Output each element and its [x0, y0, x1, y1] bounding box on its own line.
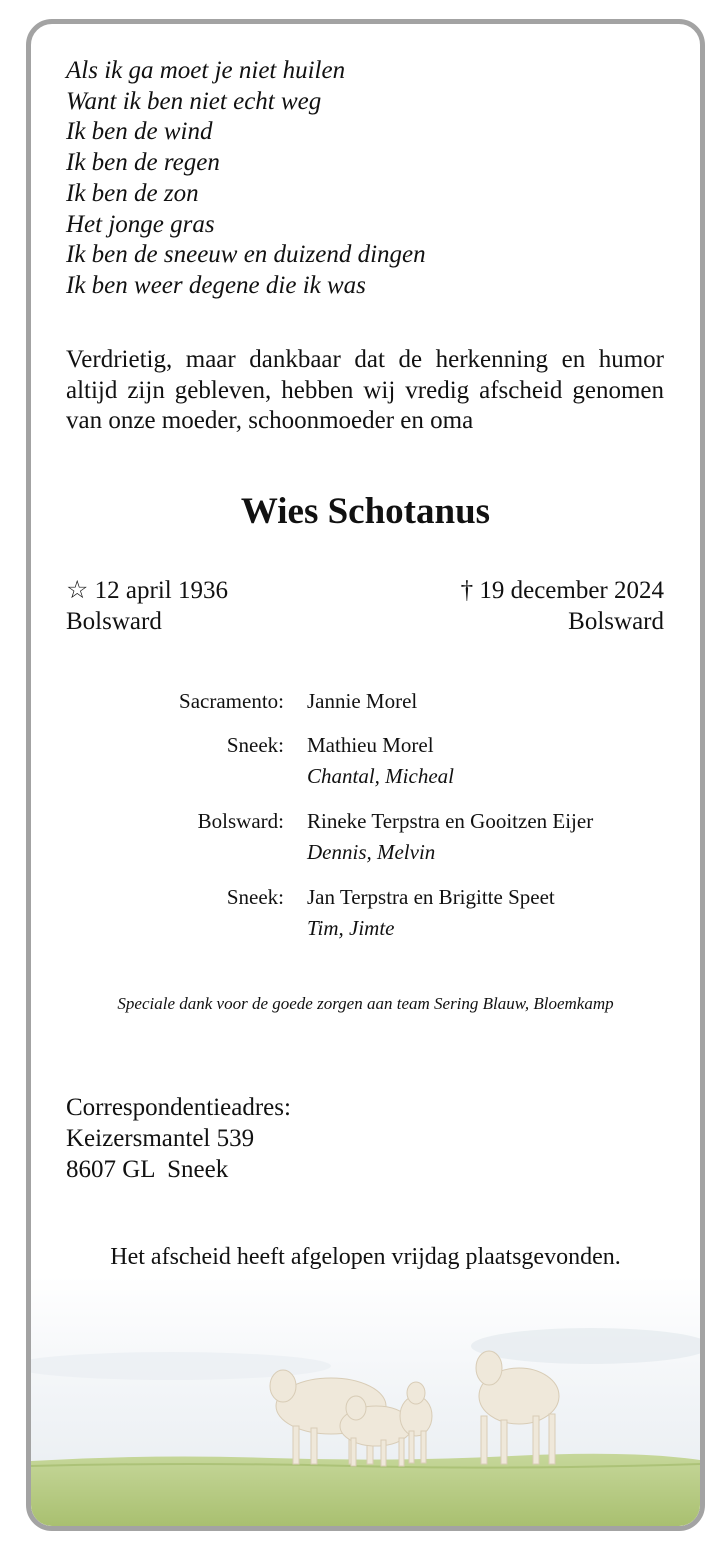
death-date: † 19 december 2024 — [460, 577, 664, 604]
birth-date: ☆ 12 april 1936 — [66, 577, 228, 604]
birth-info — [66, 575, 228, 637]
family-entry — [31, 882, 700, 958]
family-place: Sneek: — [226, 733, 284, 757]
family-grandchildren: Chantal, Micheal — [307, 764, 454, 788]
sheep-meadow-image — [31, 1276, 700, 1526]
thanks-note: Speciale dank voor de goede zorgen aan team Sering Blauw, Bloemkamp — [117, 994, 614, 1013]
family-names: Jannie Morel — [307, 689, 418, 713]
family-names: Mathieu Morel — [307, 733, 434, 757]
poem-line: Ik ben de zon — [66, 179, 199, 207]
family-entry — [31, 686, 700, 730]
death-place: Bolsward — [568, 608, 664, 635]
birth-place: Bolsward — [66, 608, 162, 635]
address-label: Correspondentieadres: — [66, 1094, 291, 1121]
family-list — [31, 686, 700, 958]
family-place: Bolsward: — [197, 809, 284, 833]
address-city: 8607 GL Sneek — [66, 1156, 229, 1183]
family-member-group — [307, 686, 417, 717]
intro-text: Verdrietig, maar dankbaar dat de herkenning en humor altijd zijn gebleven, hebben wij vredig afscheid genomen van onze moeder, schoonmoeder en oma — [66, 346, 664, 434]
poem-line: Want ik ben niet echt weg — [66, 87, 322, 115]
family-names: Rineke Terpstra en Gooitzen Eijer — [307, 809, 594, 833]
poem-line: Ik ben weer degene die ik was — [66, 271, 366, 299]
family-entry — [31, 806, 700, 882]
family-member-group — [307, 806, 593, 868]
correspondence-address — [66, 1092, 291, 1185]
address-street: Keizersmantel 539 — [66, 1125, 255, 1152]
death-info — [461, 575, 664, 637]
family-grandchildren: Dennis, Melvin — [307, 840, 436, 864]
family-names: Jan Terpstra en Brigitte Speet — [307, 885, 555, 909]
poem-line: Ik ben de regen — [66, 149, 220, 177]
poem-line: Als ik ga moet je niet huilen — [66, 57, 346, 84]
family-place: Sacramento: — [179, 689, 284, 713]
family-member-group — [307, 882, 555, 944]
family-place: Sneek: — [226, 885, 284, 909]
poem — [66, 56, 426, 302]
family-grandchildren: Tim, Jimte — [307, 916, 395, 940]
obituary-card — [26, 19, 705, 1531]
deceased-name: Wies Schotanus — [240, 491, 491, 532]
poem-line: Het jonge gras — [66, 210, 215, 238]
family-member-group — [307, 730, 454, 792]
poem-line: Ik ben de sneeuw en duizend dingen — [66, 241, 426, 269]
family-entry — [31, 730, 700, 806]
farewell-note: Het afscheid heeft afgelopen vrijdag plaatsgevonden. — [110, 1244, 621, 1270]
poem-line: Ik ben de wind — [66, 118, 213, 146]
